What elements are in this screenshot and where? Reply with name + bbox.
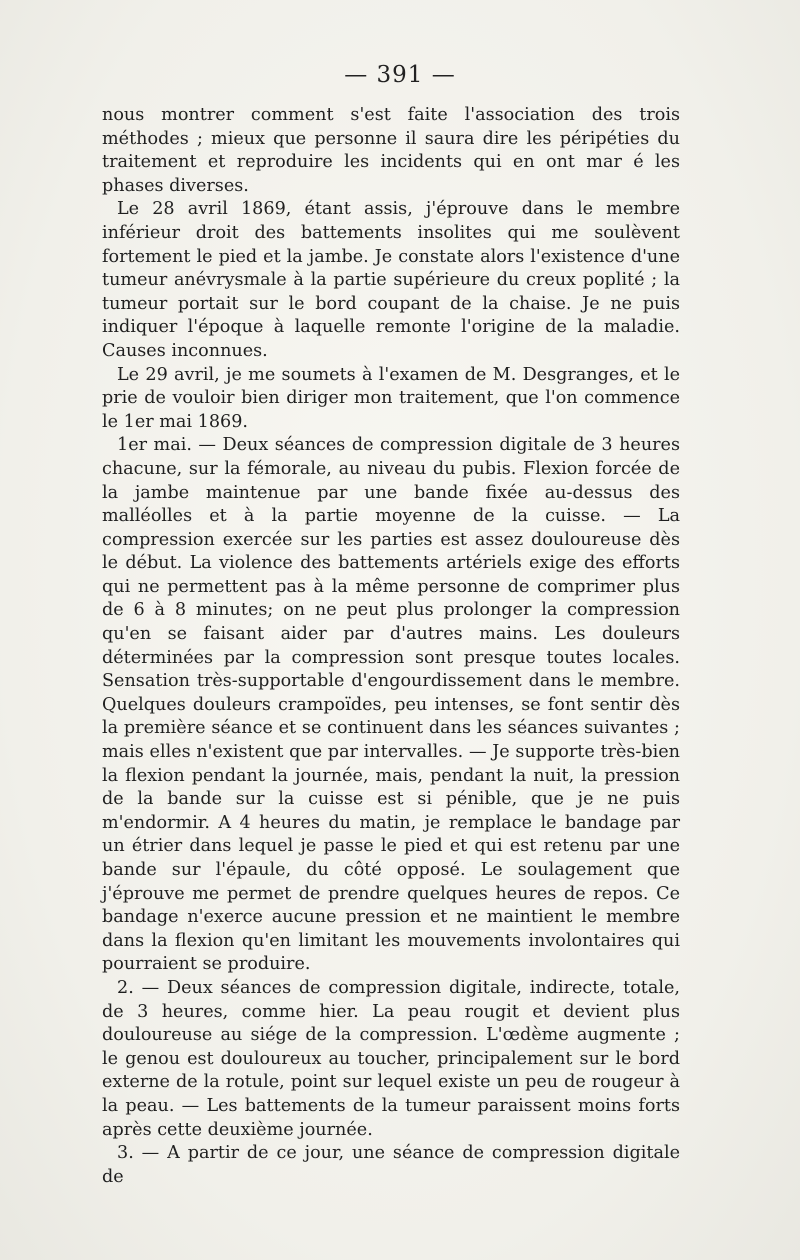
- paragraph-april-28: Le 28 avril 1869, étant assis, j'éprouve dans le membre inférieur droit des battements insolites qui me soulèvent fortement le pied et la jambe. Je constate alors l'existence d'une tumeur anévrysmale à la partie supérieure du creux poplité ; la tumeur portait sur le bord coupant de la chaise. Je ne puis indiquer l'époque à laquelle remonte l'origine de la maladie. Causes inconnues.: [102, 199, 680, 361]
- page-number: — 391 —: [344, 62, 456, 88]
- paragraph-april-29: Le 29 avril, je me soumets à l'examen de M. Desgranges, et le prie de vouloir bien diriger mon traitement, que l'on commence le 1er mai 1869.: [102, 364, 680, 432]
- paragraph-intro: nous montrer comment s'est faite l'association des trois méthodes ; mieux que personne il saura dire les péripéties du traitement et reproduire les incidents qui en ont mar é les phases diverses.: [102, 105, 680, 196]
- paragraph-day-3: 3. — A partir de ce jour, une séance de compression digitale de: [102, 1143, 680, 1187]
- paragraph-day-2: 2. — Deux séances de compression digitale, indirecte, totale, de 3 heures, comme hier. La peau rougit et devient plus douloureuse au siége de la compression. L'œdème augmente ; le genou est douloureux au toucher, principalement sur le bord externe de la rotule, point sur lequel existe un peu de rougeur à la peau. — Les battements de la tumeur paraissent moins forts après cette deuxième journée.: [102, 977, 680, 1140]
- paragraph-may-1: 1er mai. — Deux séances de compression digitale de 3 heures chacune, sur la fémorale, au niveau du pubis. Flexion forcée de la jambe maintenue par une bande fixée au-dessus des malléolles et à la partie moyenne de la cuisse. — La compression exercée sur les parties est assez douloureuse dès le début. La violence des battements artériels exige des efforts qui ne permettent pas à la même personne de comprimer plus de 6 à 8 minutes; on ne peut plus prolonger la compression qu'en se faisant aider par d'autres mains. Les douleurs déterminées par la compression sont presque toutes locales. Sensation très-supportable d'engourdissement dans le membre. Quelques douleurs crampoïdes, peu intenses, se font sentir dès la première séance et se continuent dans les séances suivantes ; mais elles n'existent que par intervalles. — Je supporte très-bien la flexion pendant la journée, mais, pendant la nuit, la pression de la bande sur la cuisse est si pénible, que je ne puis m'endormir. A 4 heures du matin, je remplace le bandage par un étrier dans lequel je passe le pied et qui est retenu par une bande sur l'épaule, du côté opposé. Le soulagement que j'éprouve me permet de prendre quelques heures de repos. Ce bandage n'exerce aucune pression et ne maintient le membre dans la flexion qu'en limitant les mouvements involontaires qui pourraient se produire.: [102, 435, 680, 975]
- body-text: [102, 104, 680, 1189]
